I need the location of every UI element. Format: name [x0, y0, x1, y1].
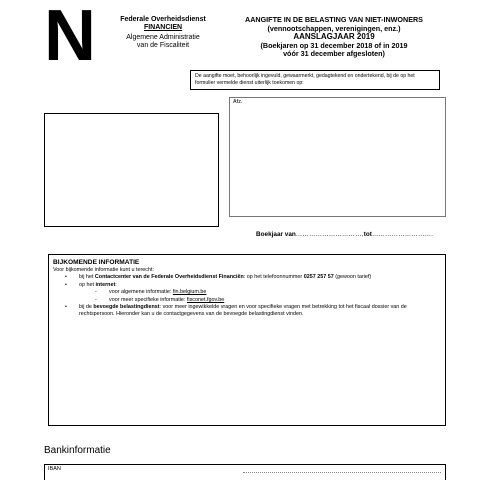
iban-input-line[interactable] [243, 472, 441, 473]
link-fin-belgium[interactable]: fin.belgium.be [172, 289, 207, 296]
sub1-label: voor algemene informatie: [109, 289, 173, 296]
info-sub-general [53, 289, 441, 296]
agency-administration-sub: van de Fiscaliteit [136, 42, 190, 49]
item1-suffix: (gewoon tarief) [333, 274, 372, 281]
sender-box[interactable] [229, 97, 446, 217]
bullet-icon: • [65, 304, 67, 311]
logo-letter-n: N [44, 0, 94, 76]
item2-prefix: op het [79, 281, 96, 288]
link-fisconet[interactable]: fisconet.fgov.be [186, 296, 225, 303]
additional-info-box [48, 254, 446, 426]
bank-info-title: Bankinformatie [44, 445, 111, 456]
form-title-line1: AANGIFTE IN DE BELASTING VAN NIET-INWONERS [245, 15, 423, 24]
form-title-line2: (vennootschappen, verenigingen, enz.) [267, 23, 401, 33]
item2-suffix: : [115, 281, 117, 288]
info-intro: Voor bijkomende informatie kunt u terecht: [53, 267, 154, 273]
bookyear-from-field[interactable]: …………………………. [295, 231, 364, 238]
agency-department: FINANCIEN [143, 24, 183, 31]
form-assessment-year: AANSLAGJAAR 2019 [293, 32, 375, 42]
bookyear-label: Boekjaar van [256, 231, 296, 238]
form-title-line5: vóór 31 december afgesloten) [283, 49, 385, 59]
item1-prefix: bij het [79, 274, 95, 281]
agency-name: Federale Overheidsdienst [120, 16, 206, 23]
bookyear-to-field[interactable]: ………………………. [371, 231, 434, 238]
form-title [222, 16, 446, 59]
agency-block [108, 16, 218, 50]
bullet-icon: • [65, 274, 67, 281]
item1-mid: : op het telefoonnummer [243, 274, 304, 281]
info-item-internet [53, 282, 441, 289]
item3-taxoffice: bevoegde belastingdienst [93, 304, 160, 311]
item3-prefix: bij de [79, 304, 94, 311]
iban-label: IBAN [48, 466, 61, 472]
sender-label: Afz. [233, 99, 243, 105]
item2-internet: internet [95, 281, 116, 288]
info-item-contactcenter [53, 274, 441, 281]
sub2-label: voor meer specifieke informatie: [109, 296, 187, 303]
bullet-icon: • [65, 281, 67, 288]
item1-contactcenter: Contactcenter van de Federale Overheidsdienst Financiën [94, 274, 244, 281]
bookyear-to-label: tot [363, 231, 372, 238]
dash-icon: - [95, 289, 97, 296]
agency-administration: Algemene Administratie [126, 34, 200, 41]
item3-suffix: : voor meer ingewikkelde vragen en voor specifieke vragen met betrekking tot het fiscaal dossier van de rechtspersoon. Hieronder kan u de contactgegevens van de bevoegde belastingdienst vinden. [79, 304, 407, 318]
submission-instruction: De aangifte moet, behoorlijk ingevuld, gewaarmerkt, gedagtekend en ondertekend, bij de op het formulier vermelde dienst uiterlijk toekomen op: [190, 70, 440, 90]
bookyear-line [256, 231, 433, 238]
info-item-taxoffice [53, 304, 441, 319]
form-title-line4: (Boekjaren op 31 december 2018 of in 2019 [260, 40, 408, 50]
item1-phone: 0257 257 57 [303, 274, 334, 281]
info-title: BIJKOMENDE INFORMATIE [53, 259, 140, 266]
address-window [44, 113, 219, 227]
info-sub-specific [53, 297, 441, 304]
dash-icon: - [95, 296, 97, 303]
